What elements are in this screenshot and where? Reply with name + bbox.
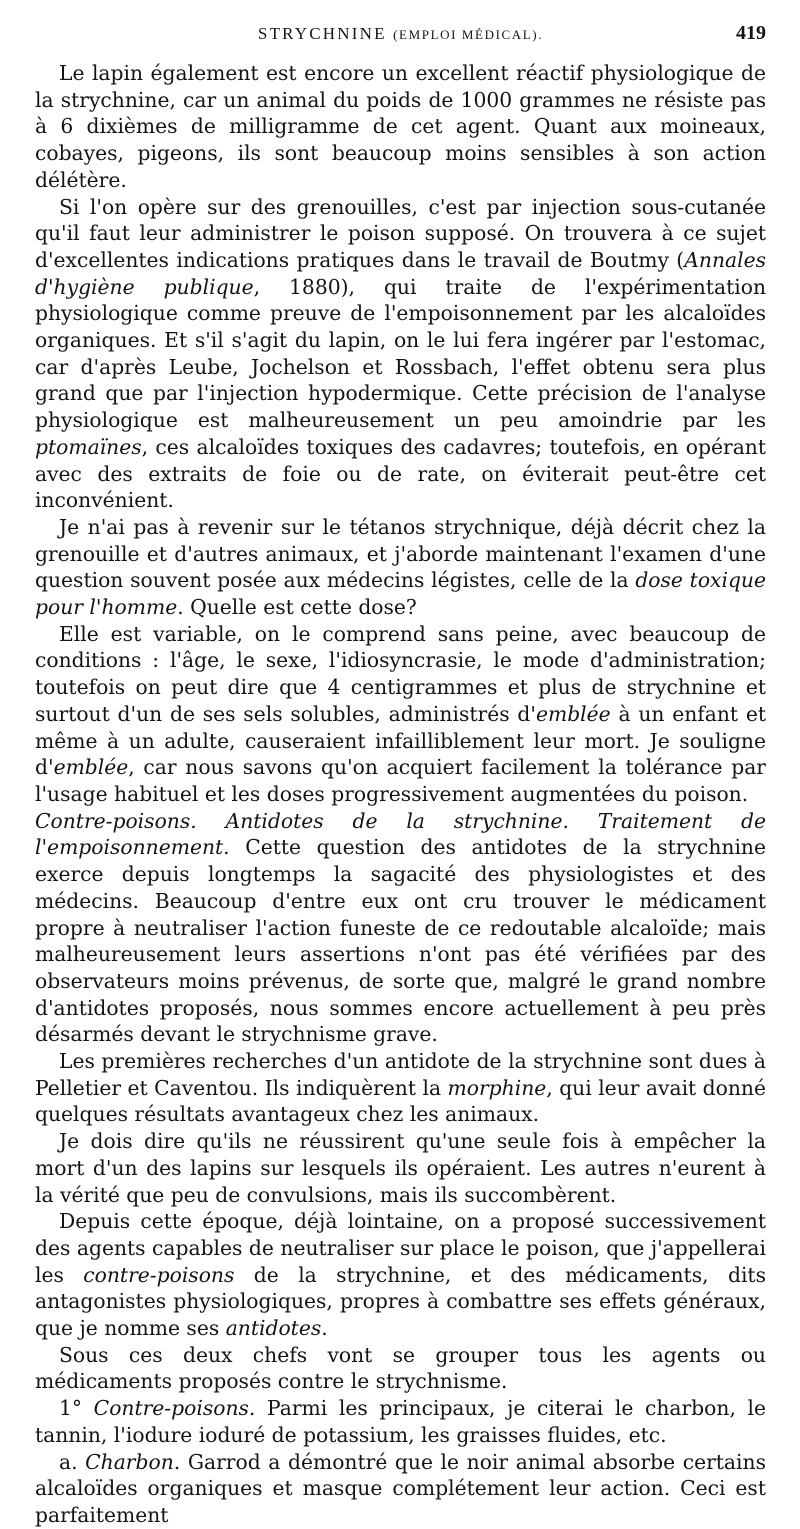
emphasis: emblée — [53, 755, 129, 780]
emphasis: emblée — [535, 701, 611, 726]
paragraph: Si l'on opère sur des grenouilles, c'est par injection sous-cutanée qu'il faut leur administrer le poison supposé. On trouvera à ce sujet d'excellentes indications pratiques dans le travail de Boutmy (Annales d'hygiène publique, 1880), qui traite de l'expérimentation physiologique comme preuve de l'empoisonnement par les alcaloïdes organiques. Et s'il s'agit du lapin, on le lui fera ingérer par l'estomac, car d'après Leube, Jochelson et Rossbach, l'effet obtenu sera plus grand que par l'injection hypodermique. Cette précision de l'analyse physiologique est malheureusement un peu amoindrie par les ptomaïnes, ces alcaloïdes toxiques des cadavres; toutefois, en opérant avec des extraits de foie ou de rate, on éviterait peut-être cet inconvénient. — [35, 194, 766, 513]
paragraph: Le lapin également est encore un excellent réactif physiologique de la strychnine, car un animal du poids de 1000 grammes ne résiste pas à 6 dixièmes de milligramme de cet agent. Quant aux moineaux, cobayes, pigeons, ils sont beaucoup moins sensibles à son action délétère. — [35, 61, 766, 192]
emphasis: ptomaïnes — [35, 434, 142, 459]
paragraph: Elle est variable, on le comprend sans peine, avec beaucoup de conditions : l'âge, le sexe, l'idiosyncrasie, le mode d'administration; toutefois on peut dire que 4 centigrammes et plus de strychnine et surtout d'un de ses sels solubles, administrés d'emblée à un enfant et même à un adulte, causeraient infailliblement leur mort. Je souligne d'emblée, car nous savons qu'on acquiert facilement la tolérance par l'usage habituel et les doses progressivement augmentées du poison. — [35, 621, 767, 806]
paragraph: a. Charbon. Garrod a démontré que le noir animal absorbe certains alcaloïdes organiques et masque complétement leur action. Ceci est parfaitement — [35, 1449, 766, 1527]
emphasis: morphine — [447, 1075, 547, 1100]
paragraph: Depuis cette époque, déjà lointaine, on a proposé successivement des agents capables de neutraliser sur place le poison, que j'appellerai les contre-poisons de la strychnine, et des médicaments, dits antagonistes physiologiques, propres à combattre ses effets généraux, que je nomme ses antidotes. — [35, 1209, 766, 1341]
emphasis: contre-poisons — [83, 1262, 235, 1287]
page-number: 419 — [736, 22, 766, 44]
subsection-heading: Contre-poisons. — [93, 1396, 256, 1421]
paragraph: Contre-poisons. Antidotes de la strychnine. Traitement de l'empoisonnement. Cette question des antidotes de la strychnine exerce depuis longtemps la sagacité des physiologistes et des médecins. Beaucoup d'entre eux ont cru trouver le médicament propre à neutraliser l'action funeste de ce redoutable alcaloïde; mais malheureusement leurs assertions n'ont pas été vérifiées par des observateurs moins prévenus, de sorte que, malgré le grand nombre d'antidotes proposés, nous sommes encore actuellement à peu près désarmés devant le strychnisme grave. — [35, 808, 766, 1047]
emphasis: dose toxique pour l'homme — [35, 568, 766, 620]
running-title: STRYCHNINE (EMPLOI MÉDICAL). — [257, 24, 544, 43]
subsection-heading: Charbon. — [85, 1449, 181, 1474]
paragraph: 1° Contre-poisons. Parmi les principaux, je citerai le charbon, le tannin, l'iodure ioduré de potassium, les graisses fluides, etc. — [35, 1396, 766, 1447]
page-header — [35, 22, 766, 56]
emphasis: antidotes — [225, 1316, 322, 1341]
paragraph: Les premières recherches d'un antidote de la strychnine sont dues à Pelletier et Caventou. Ils indiquèrent la morphine, qui leur avait donné quelques résultats avantageux chez les animaux. — [35, 1049, 766, 1127]
body-text — [35, 60, 766, 1529]
section-heading: Contre-poisons. Antidotes de la strychnine. Traitement de l'empoisonnement. — [35, 808, 766, 860]
paragraph: Sous ces deux chefs vont se grouper tous les agents ou médicaments proposés contre le strychnisme. — [35, 1342, 766, 1394]
paragraph: Je dois dire qu'ils ne réussirent qu'une seule fois à empêcher la mort d'un des lapins sur lesquels ils opéraient. Les autres n'eurent à la vérité que peu de convulsions, mais ils succombèrent. — [35, 1129, 766, 1207]
citation-title: Annales d'hygiène publique — [35, 247, 766, 299]
paragraph: Je n'ai pas à revenir sur le tétanos strychnique, déjà décrit chez la grenouille et d'autres animaux, et j'aborde maintenant l'examen d'une question souvent posée aux médecins légistes, celle de la dose toxique pour l'homme. Quelle est cette dose? — [35, 514, 766, 620]
running-subtitle: (EMPLOI MÉDICAL). — [393, 27, 544, 42]
